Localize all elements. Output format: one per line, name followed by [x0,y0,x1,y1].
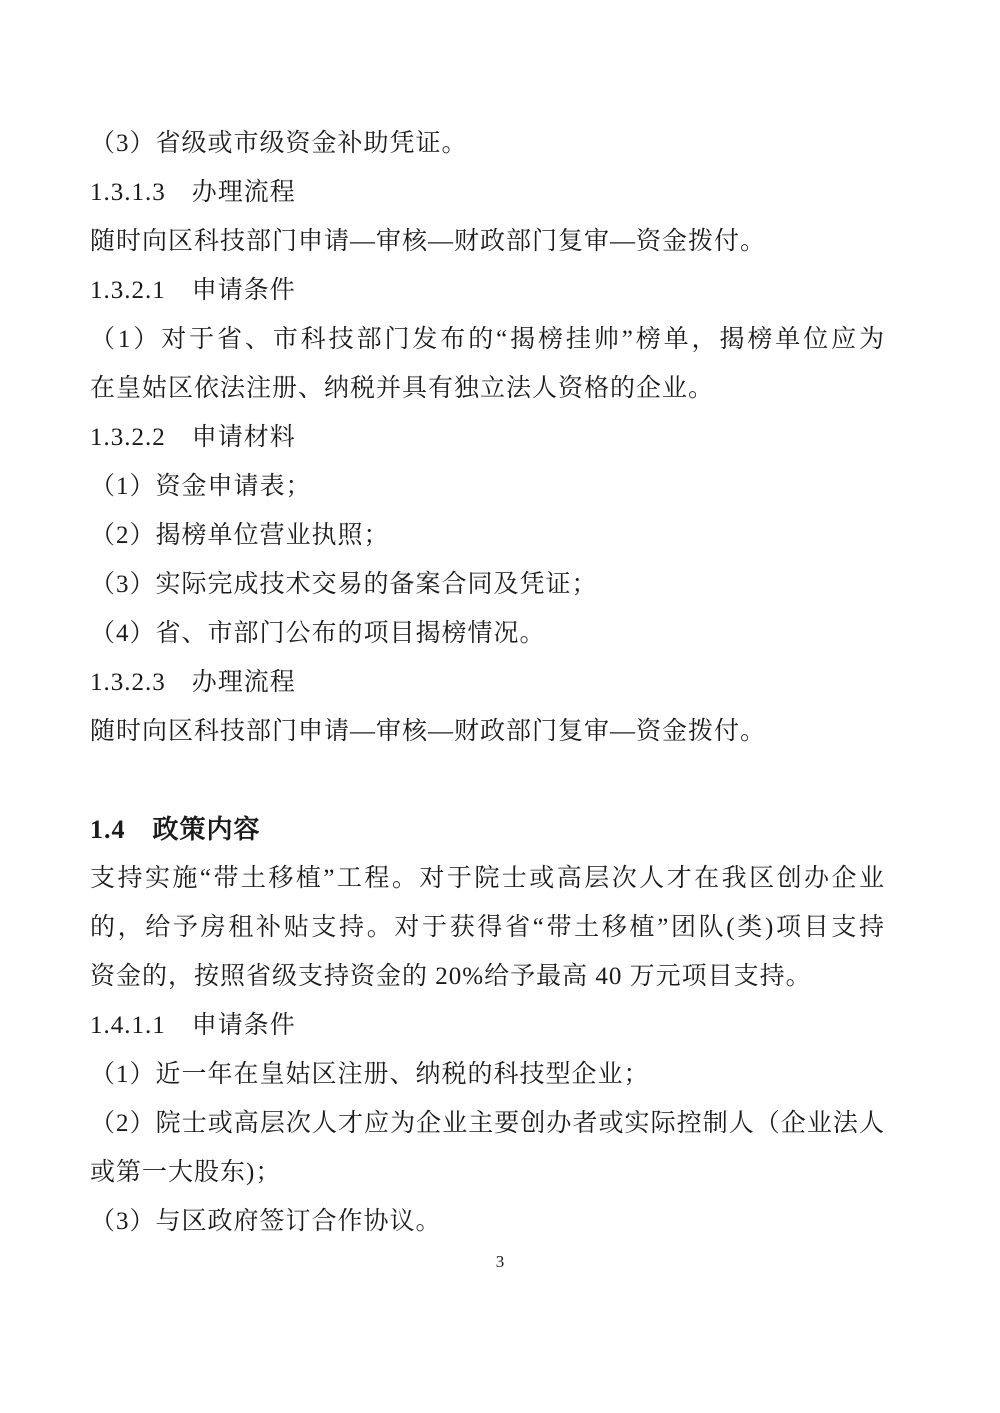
section-heading: 1.4 政策内容 [90,815,261,844]
page-number: 3 [495,1252,505,1271]
document-line: （2）揭榜单位营业执照； [90,522,390,549]
document-line: 1.3.2.2 申请材料 [90,424,296,451]
document-line: 1.3.1.3 办理流程 [90,179,296,206]
document-line: （3）与区政府签订合作协议。 [90,1208,442,1235]
blank-line [90,756,885,805]
document-line: 支持实施“带土移植”工程。对于院士或高层次人才在我区创办企业 [90,865,885,892]
document-line: 的，给予房租补贴支持。对于获得省“带土移植”团队(类)项目支持 [90,914,885,941]
document-content [90,119,885,1246]
document-line: （1）资金申请表； [90,473,312,500]
document-line: 1.4.1.1 申请条件 [90,1012,296,1039]
document-line: 随时向区科技部门申请—审核—财政部门复审—资金拨付。 [90,718,767,745]
document-line: （2）院士或高层次人才应为企业主要创办者或实际控制人（企业法人 [90,1110,885,1137]
document-line: （1）对于省、市科技部门发布的“揭榜挂帅”榜单，揭榜单位应为 [90,326,885,353]
document-line: 1.3.2.3 办理流程 [90,669,296,696]
document-line: （3）实际完成技术交易的备案合同及凭证； [90,571,598,598]
document-line: 或第一大股东)； [90,1159,282,1186]
document-line: （3）省级或市级资金补助凭证。 [90,130,468,157]
document-line: 资金的，按照省级支持资金的 20%给予最高 40 万元项目支持。 [90,963,812,990]
document-line: 1.3.2.1 申请条件 [90,277,296,304]
document-line: （4）省、市部门公布的项目揭榜情况。 [90,620,546,647]
document-line: （1）近一年在皇姑区注册、纳税的科技型企业； [90,1061,650,1088]
document-line: 随时向区科技部门申请—审核—财政部门复审—资金拨付。 [90,228,767,255]
document-line: 在皇姑区依法注册、纳税并具有独立法人资格的企业。 [90,375,715,402]
